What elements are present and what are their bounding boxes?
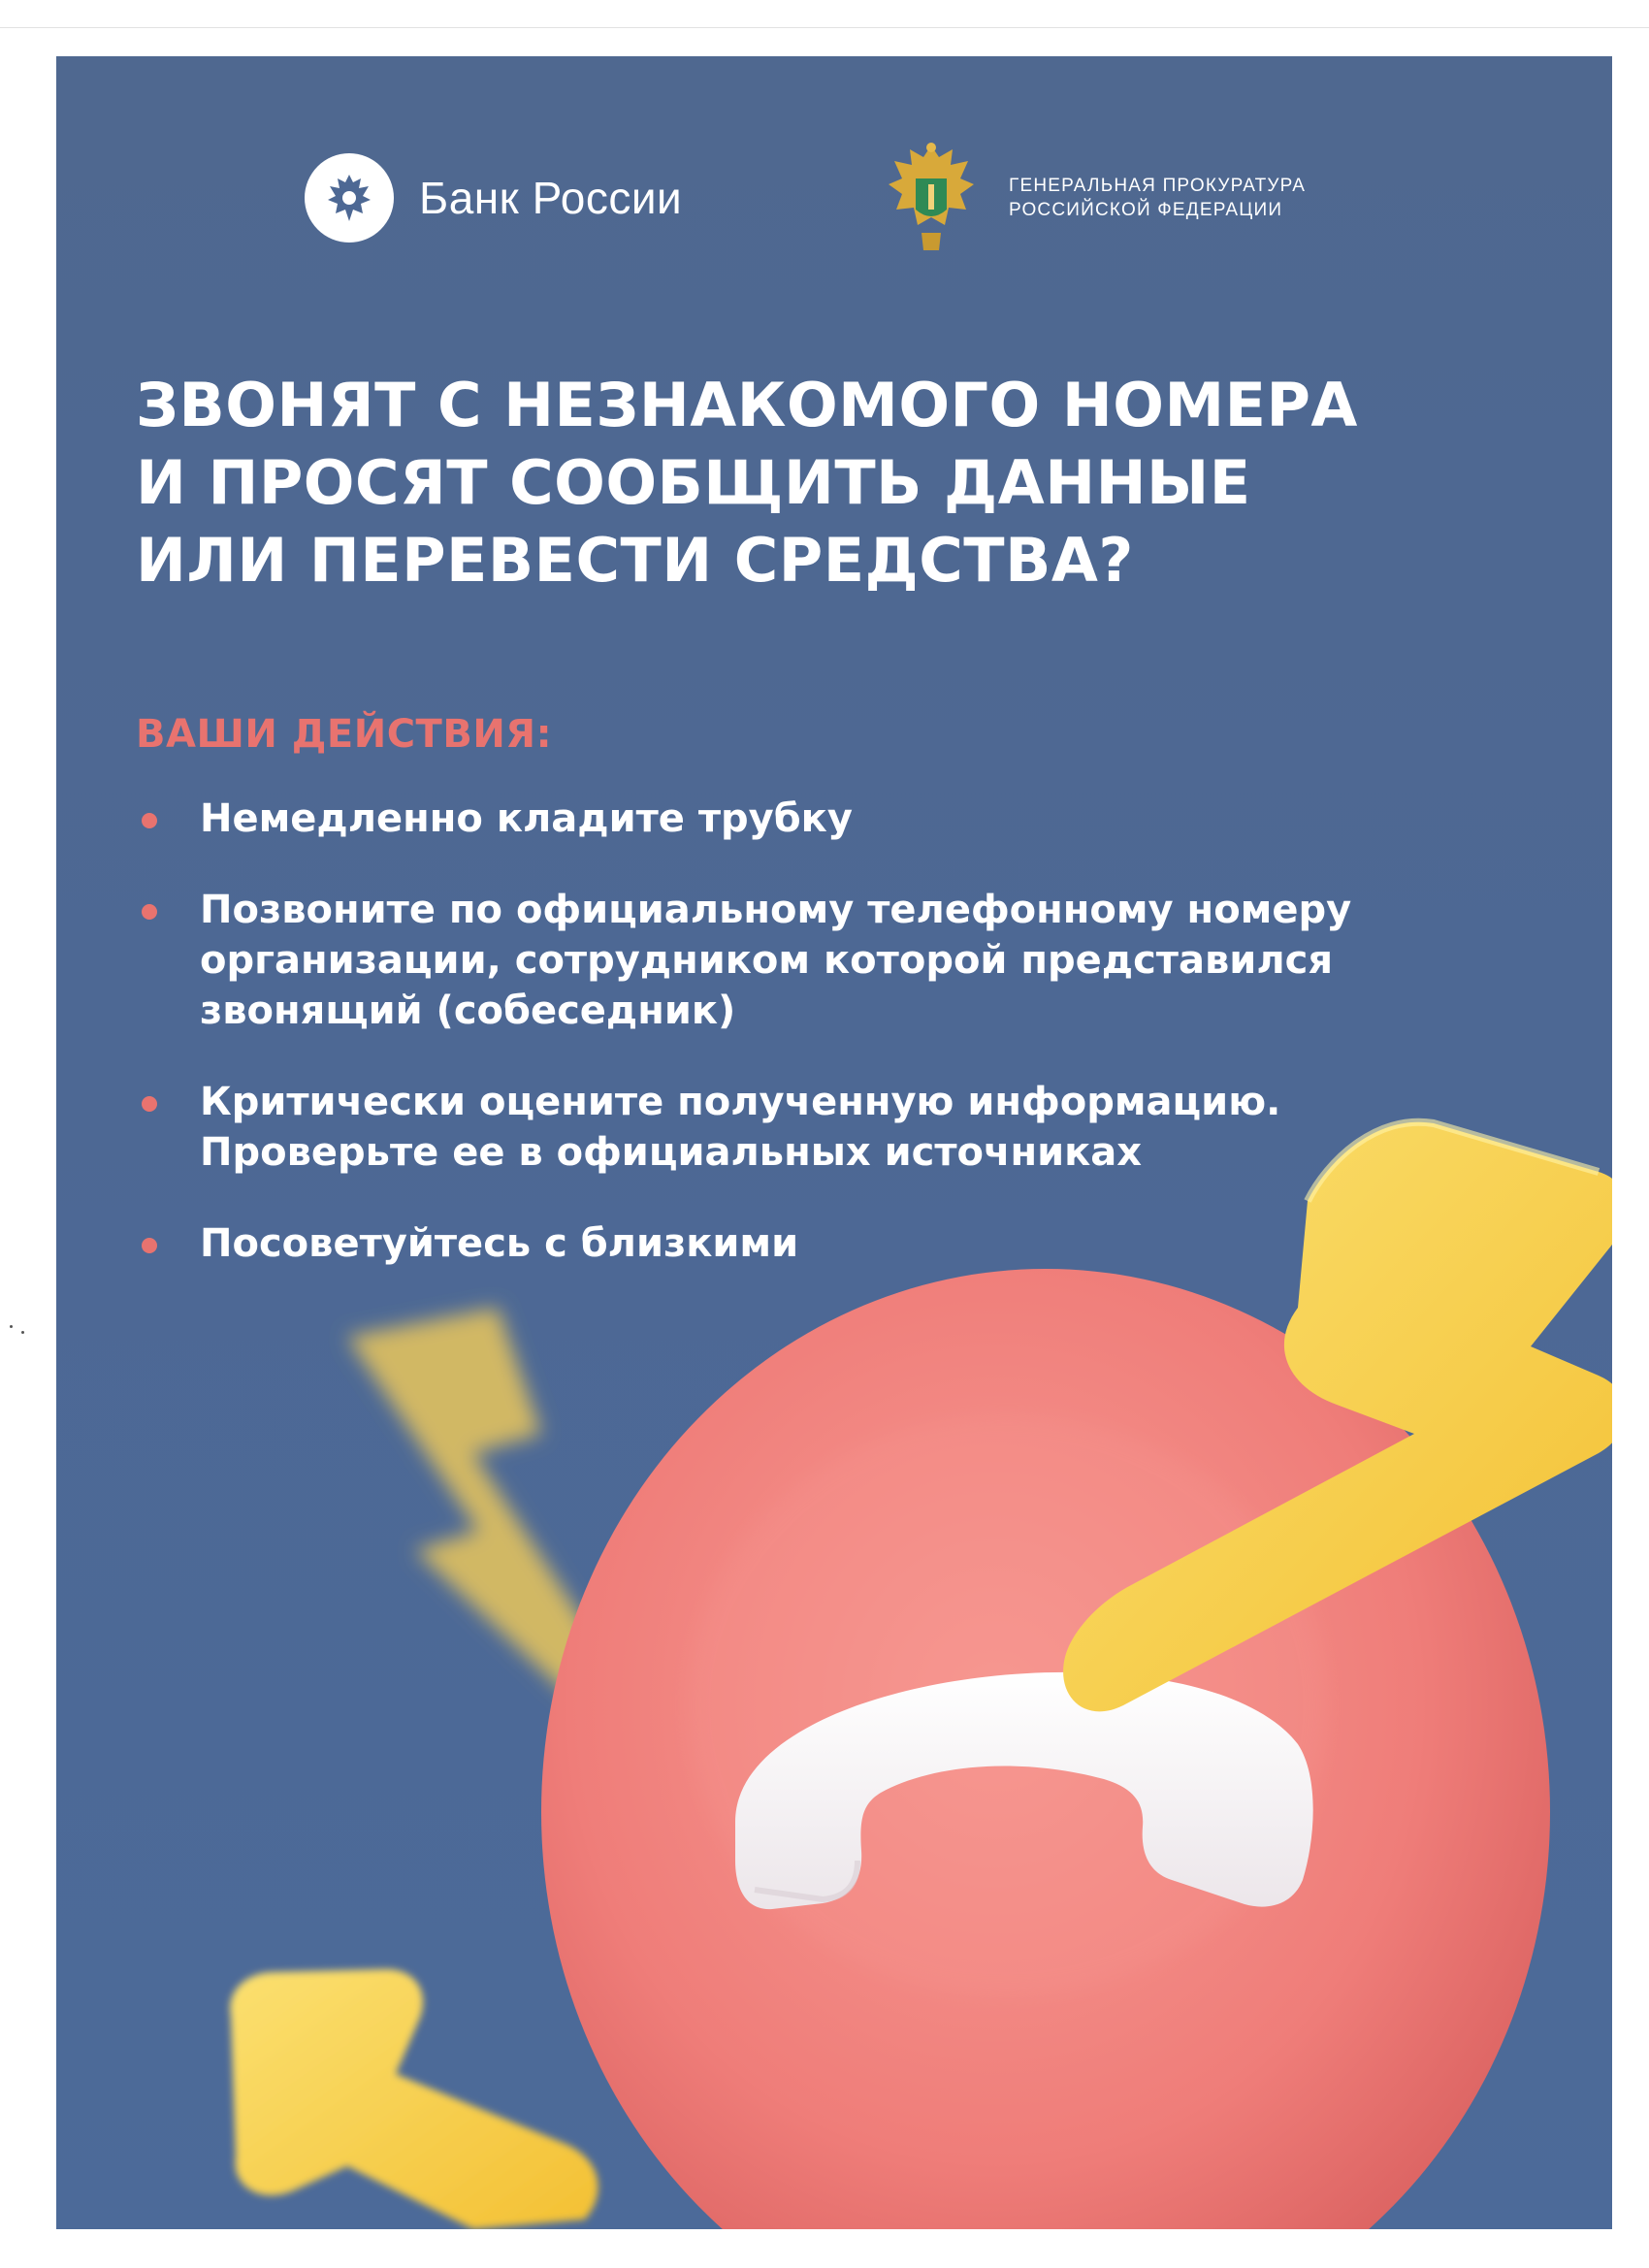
action-line: звонящий (собеседник) xyxy=(200,988,736,1033)
actions-title: ВАШИ ДЕЙСТВИЯ: xyxy=(136,712,553,757)
prosecutor-name-line2: РОССИЙСКОЙ ФЕДЕРАЦИИ xyxy=(1009,200,1283,220)
bullet-dot xyxy=(142,813,157,828)
bullet-dot xyxy=(142,904,157,920)
headline-line: ЗВОНЯТ С НЕЗНАКОМОГО НОМЕРА xyxy=(136,370,1358,440)
headline xyxy=(136,367,1571,599)
action-item xyxy=(136,885,1513,1036)
prosecutor-name-line1: ГЕНЕРАЛЬНАЯ ПРОКУРАТУРА xyxy=(1009,176,1307,196)
prosecutor-crest-icon xyxy=(883,140,980,256)
scan-speck xyxy=(21,1331,24,1334)
action-item xyxy=(136,1077,1513,1178)
poster xyxy=(56,56,1612,2229)
scan-speck xyxy=(10,1325,13,1328)
action-line: Немедленно кладите трубку xyxy=(200,796,853,841)
action-line: Позвоните по официальному телефонному номеру xyxy=(200,888,1352,932)
lightning-icon xyxy=(230,1969,598,2229)
action-line: Посоветуйтесь с близкими xyxy=(200,1221,799,1266)
bullet-dot xyxy=(142,1096,157,1112)
action-line: организации, сотрудником которой представился xyxy=(200,938,1334,983)
action-item xyxy=(136,794,1513,844)
headline-line: ИЛИ ПЕРЕВЕСТИ СРЕДСТВА? xyxy=(136,525,1134,596)
action-line: Критически оцените полученную информацию. xyxy=(200,1080,1281,1124)
actions-list xyxy=(136,794,1513,1310)
bank-of-russia-logo xyxy=(305,153,682,243)
prosecutor-general-logo xyxy=(883,140,1306,256)
action-item xyxy=(136,1218,1513,1269)
scan-edge-line xyxy=(0,27,1649,28)
bank-of-russia-eagle-icon xyxy=(305,153,394,243)
bank-of-russia-name: Банк России xyxy=(419,173,683,223)
bullet-dot xyxy=(142,1238,157,1253)
action-line: Проверьте ее в официальных источниках xyxy=(200,1130,1143,1175)
headline-line: И ПРОСЯТ СООБЩИТЬ ДАННЫЕ xyxy=(136,447,1251,518)
